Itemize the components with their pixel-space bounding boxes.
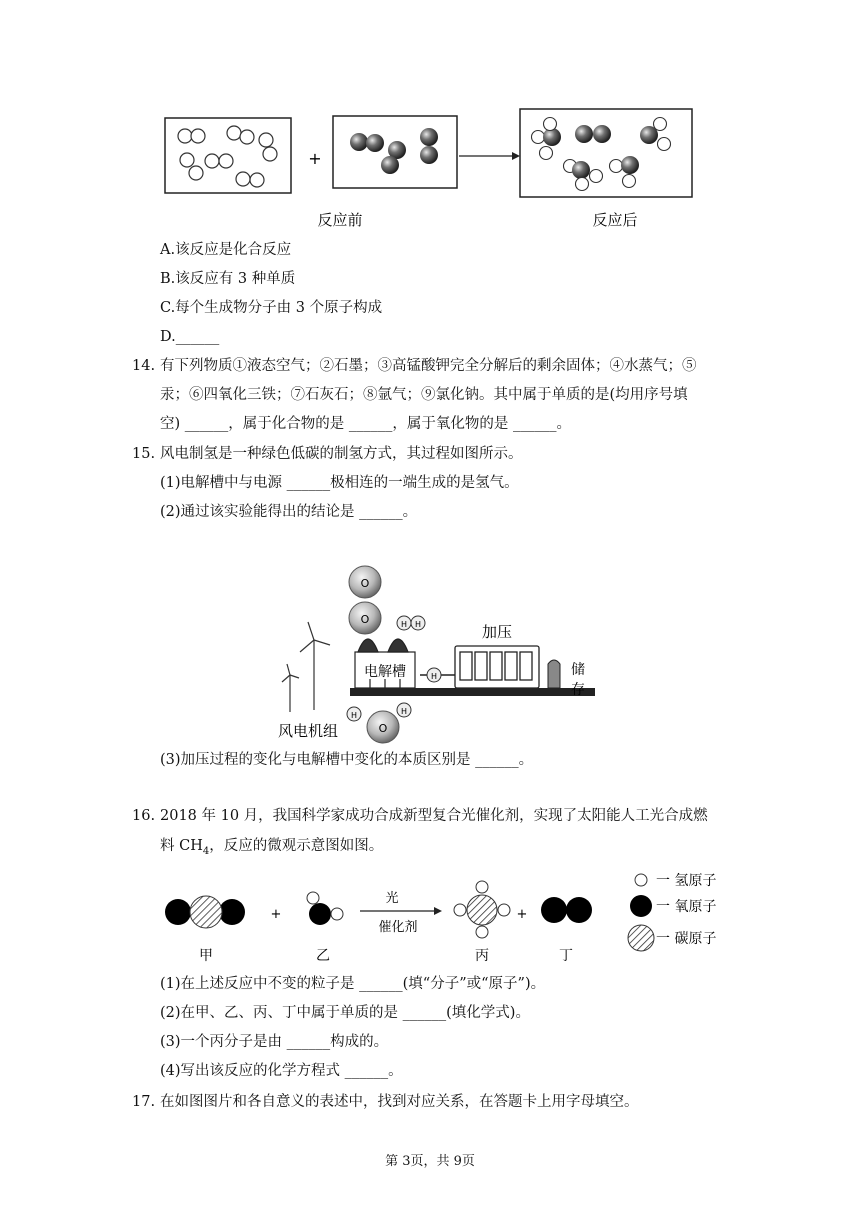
- label-before: 反应前: [317, 211, 363, 229]
- arrow-top-label: 光: [385, 891, 399, 906]
- q16-sub2: (2)在甲、乙、丙、丁中属于单质的是 ______(填化学式)。: [160, 1005, 530, 1021]
- label-jia: 甲: [199, 948, 213, 964]
- atom-h-5: H: [400, 707, 408, 716]
- label-wind-unit: 风电机组: [277, 722, 339, 740]
- q16-line2-sub: 4: [202, 845, 210, 857]
- legend-h-icon: [635, 874, 647, 886]
- plus-sign: +: [308, 149, 322, 168]
- q16-reaction-diagram: [160, 868, 770, 968]
- q14-line3: 空) ______，属于化合物的是 ______，属于氧化物的是 ______。: [160, 416, 571, 432]
- label-store-1: 储: [571, 662, 585, 678]
- label-compress: 加压: [481, 623, 513, 641]
- q16-line2: [160, 836, 383, 862]
- q15-line1: 风电制氢是一种绿色低碳的制氢方式，其过程如图所示。: [160, 446, 523, 462]
- label-electrolysis-cell: 电解槽: [364, 664, 406, 680]
- atom-h-3: H: [430, 672, 438, 681]
- atom-o-3: O: [378, 722, 388, 735]
- atom-h-1: H: [400, 620, 408, 629]
- q15-sub3: (3)加压过程的变化与电解槽中变化的本质区别是 ______。: [160, 752, 534, 768]
- q15-number: 15.: [132, 446, 156, 462]
- q13-option-c: C.每个生成物分子由 3 个原子构成: [160, 300, 383, 316]
- q16-sub3: (3)一个丙分子是由 ______构成的。: [160, 1034, 389, 1050]
- compressor: [455, 646, 539, 688]
- plus-1: +: [270, 907, 282, 922]
- q15-sub2: (2)通过该实验能得出的结论是 ______。: [160, 504, 418, 520]
- legend-c: 一 碳原子: [656, 931, 717, 947]
- plus-2: +: [516, 907, 528, 922]
- q14-number: 14.: [132, 358, 156, 374]
- legend-h: 一 氢原子: [656, 873, 717, 889]
- legend-o-icon: [630, 895, 652, 917]
- q15-sub1: (1)电解槽中与电源 ______极相连的一端生成的是氢气。: [160, 475, 519, 491]
- q16-line2-pre: 料 CH: [160, 838, 203, 854]
- arrow-bottom-label: 催化剂: [378, 920, 418, 935]
- q16-number: 16.: [132, 808, 156, 824]
- label-bing: 丙: [475, 948, 489, 964]
- legend-c-icon: [628, 925, 654, 951]
- atom-o-2: O: [360, 613, 370, 626]
- q16-sub1: (1)在上述反应中不变的粒子是 ______(填“分子”或“原子”)。: [160, 976, 546, 992]
- atom-o-1: O: [360, 577, 370, 590]
- label-after: 反应后: [592, 211, 638, 229]
- label-ding: 丁: [559, 948, 573, 964]
- wind-turbine-icon: [282, 622, 330, 712]
- q17-number: 17.: [132, 1094, 156, 1110]
- atom-h-2: H: [414, 620, 422, 629]
- legend-o: 一 氧原子: [656, 899, 717, 915]
- q13-reaction-diagram: [160, 104, 700, 234]
- q14-line2: 汞；⑥四氧化三铁；⑦石灰石；⑧氩气；⑨氯化钠。其中属于单质的是(均用序号填: [160, 387, 688, 403]
- atom-h-4: H: [350, 711, 358, 720]
- q16-line2-post: ，反应的微观示意图如图。: [209, 838, 384, 854]
- q13-option-a: A.该反应是化合反应: [160, 242, 292, 258]
- q16-sub4: (4)写出该反应的化学方程式 ______。: [160, 1063, 403, 1079]
- q14-line1: 有下列物质①液态空气；②石墨；③高锰酸钾完全分解后的剩余固体；④水蒸气；⑤: [160, 358, 697, 374]
- q16-line1: 2018 年 10 月，我国科学家成功合成新型复合光催化剂，实现了太阳能人工光合成燃: [160, 808, 708, 824]
- q17-line1: 在如图图片和各自意义的表述中，找到对应关系，在答题卡上用字母填空。: [160, 1094, 639, 1110]
- q13-option-d: D.______: [160, 329, 220, 345]
- label-yi: 乙: [316, 948, 330, 964]
- q15-wind-hydrogen-diagram: [270, 560, 600, 750]
- q13-option-b: B.该反应有 3 种单质: [160, 271, 296, 287]
- storage-tank: [548, 660, 560, 688]
- label-store-2: 存: [571, 682, 585, 698]
- page-footer: 第 3页，共 9页: [385, 1154, 475, 1169]
